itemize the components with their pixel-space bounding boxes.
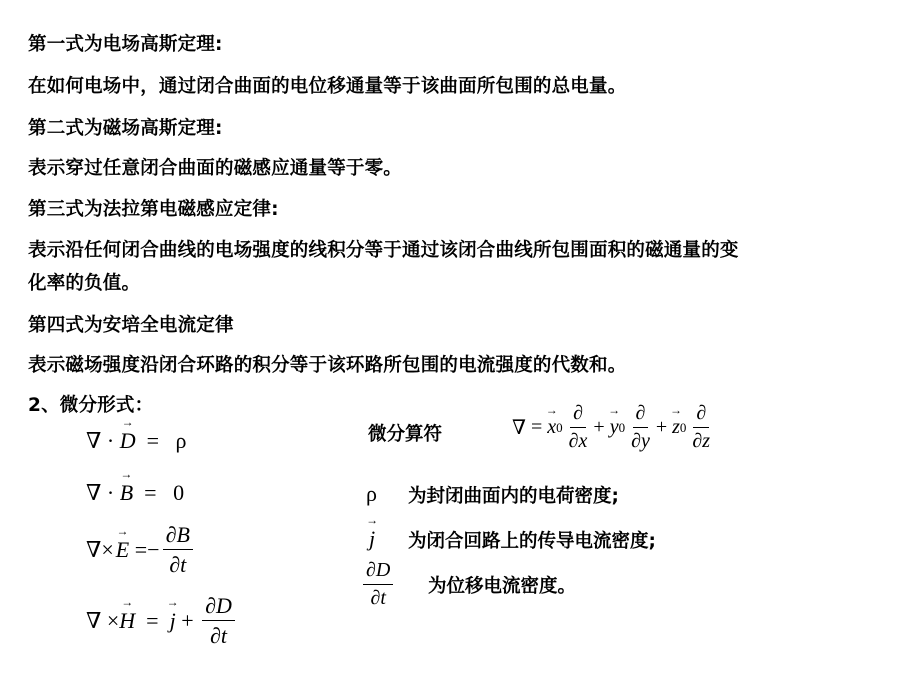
unit-vector-y: → y xyxy=(610,416,619,439)
definition-j-text: 为闭合回路上的传导电流密度; xyxy=(408,531,656,552)
numerator: ∂B xyxy=(163,522,193,550)
text-line-9: 表示磁场强度沿闭合环路的积分等于该环路所包围的电流强度的代数和。 xyxy=(28,355,627,376)
text-line-3: 第二式为磁场高斯定理: xyxy=(28,118,223,139)
minus-sign: − xyxy=(147,536,160,562)
partial-x: $\frac{\partial}{\partial x}$ xyxy=(568,402,588,452)
partial-y: $\frac{\partial}{\partial y}$ xyxy=(631,402,650,452)
equation-ampere: ∇ × → H = → j + $\frac{\partial D}{\partial t}$ xyxy=(86,593,238,649)
text-line-6: 表示沿任何闭合曲线的电场强度的线积分等于通过该闭合曲线所包围面积的磁通量的变 xyxy=(28,240,739,261)
denominator: ∂t xyxy=(210,623,228,649)
text-line-2: 在如何电场中，通过闭合曲面的电位移通量等于该曲面所包围的总电量。 xyxy=(28,76,627,97)
text-line-4: 表示穿过任意闭合曲面的磁感应通量等于零。 xyxy=(28,158,403,179)
text-line-5: 第三式为法拉第电磁感应定律: xyxy=(28,199,279,220)
nabla-cross: ∇× xyxy=(86,536,114,562)
operator-label: 微分算符 xyxy=(368,424,443,445)
nabla-dot: ∇ · xyxy=(86,428,120,453)
definition-rho-symbol: ρ xyxy=(366,481,377,506)
vector-j: → j xyxy=(170,608,176,634)
denominator: ∂t xyxy=(169,552,187,578)
nabla-symbol: ∇ xyxy=(512,417,526,439)
equation-gauss-electric: ∇ · → D = ρ xyxy=(86,428,186,454)
definition-displacement-fraction: $\frac{\partial D}{\partial t}$ xyxy=(360,559,396,610)
nabla-operator-definition: ∇ = → x 0 $\frac{\partial}{\partial x}$ + → y 0 $\frac{\partial}{\partial y}$ + → z 0 $\frac{\partial}{\partial z}$ xyxy=(512,402,716,453)
vector-D: → D xyxy=(120,428,136,454)
unit-vector-z: → z xyxy=(672,416,680,439)
definition-rho-text: 为封闭曲面内的电荷密度; xyxy=(408,486,619,507)
text-line-7: 化率的负值。 xyxy=(28,273,141,294)
vector-H: → H xyxy=(119,608,135,634)
text-line-8: 第四式为安培全电流定律 xyxy=(28,315,234,336)
text-line-1: 第一式为电场高斯定理: xyxy=(28,34,223,55)
fraction-dB-dt xyxy=(163,522,193,578)
equation-gauss-magnetic: ∇ · → B = 0 xyxy=(86,480,184,506)
numerator: ∂D xyxy=(202,593,235,621)
definition-j-symbol: → j xyxy=(369,526,375,552)
nabla-cross: ∇ × xyxy=(86,607,120,633)
partial-z: $\frac{\partial}{\partial z}$ xyxy=(692,402,711,452)
vector-E: → E xyxy=(116,537,129,563)
definition-displacement-text: 为位移电流密度。 xyxy=(428,576,577,597)
fraction-dD-dt xyxy=(202,593,235,649)
rho-symbol: ρ xyxy=(175,428,187,453)
equation-faraday: ∇× → E = − $\frac{\partial B}{\partial t}$ xyxy=(86,522,196,578)
text-line-10: 2、微分形式： xyxy=(28,395,154,416)
nabla-dot: ∇ · xyxy=(86,480,120,505)
zero: 0 xyxy=(173,480,185,505)
unit-vector-x: → x xyxy=(547,416,556,439)
vector-B: → B xyxy=(120,480,133,506)
